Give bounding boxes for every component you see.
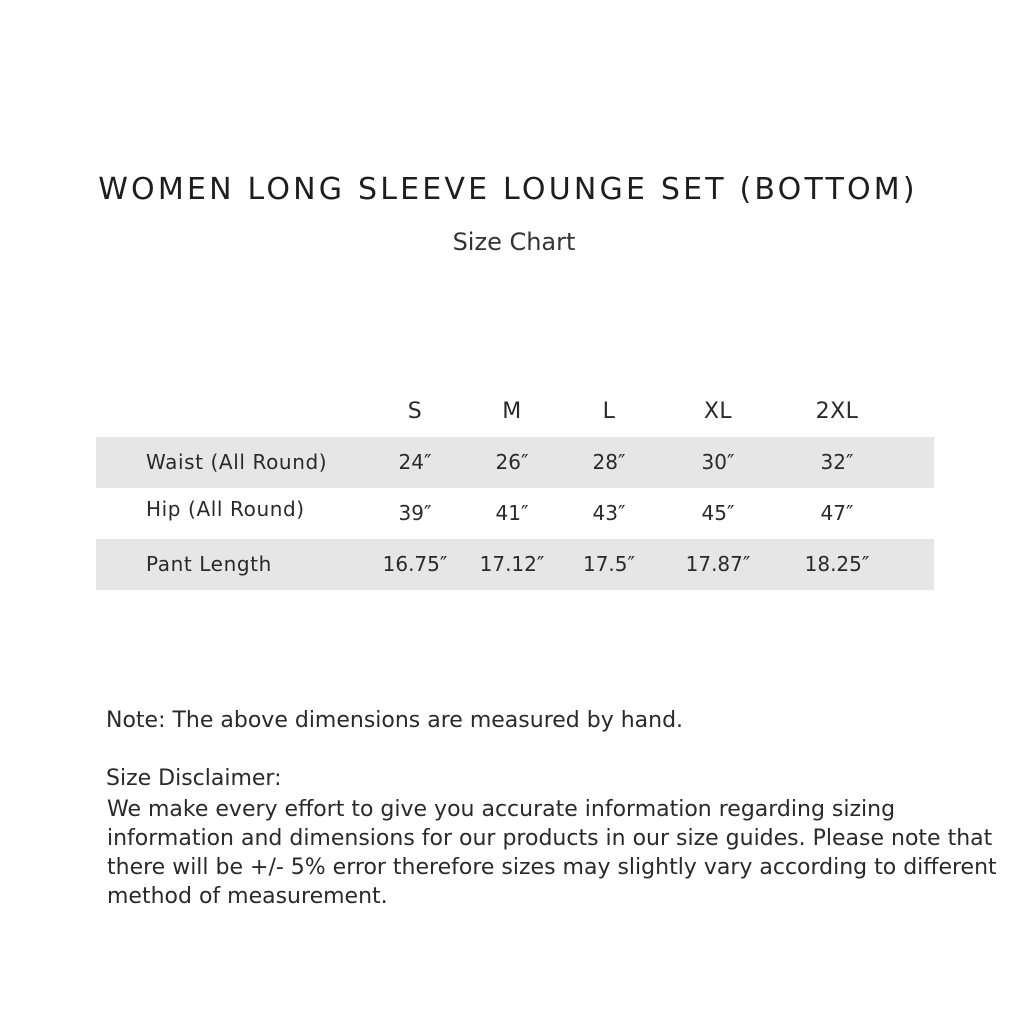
size-header-2xl: 2XL: [815, 399, 859, 424]
table-cell: 45″: [701, 501, 735, 525]
table-cell: 30″: [701, 450, 735, 474]
table-cell: 17.12″: [479, 552, 545, 576]
measurement-note: Note: The above dimensions are measured by hand.: [106, 708, 684, 733]
table-row-pant-length: [96, 539, 934, 590]
table-cell: 43″: [592, 501, 626, 525]
size-header-m: M: [502, 399, 522, 424]
size-header-xl: XL: [703, 399, 733, 424]
disclaimer-line: information and dimensions for our products in our size guides. Please note that: [107, 826, 993, 851]
disclaimer-text: [107, 795, 1007, 911]
size-header-l: L: [602, 399, 616, 424]
table-cell: 41″: [495, 501, 529, 525]
disclaimer-line: there will be +/- 5% error therefore sizes may slightly vary according to different: [107, 855, 997, 880]
table-cell: 17.87″: [685, 552, 751, 576]
table-cell: 17.5″: [582, 552, 635, 576]
table-cell: 32″: [820, 450, 854, 474]
table-row-waist: [96, 437, 934, 488]
size-header-s: S: [407, 399, 423, 424]
disclaimer-line: method of measurement.: [107, 884, 388, 909]
table-cell: 26″: [495, 450, 529, 474]
size-chart-table: [96, 386, 934, 590]
row-label: Hip (All Round): [146, 497, 305, 521]
row-label: Pant Length: [146, 552, 272, 576]
table-row-hip: [96, 488, 934, 539]
table-cell: 39″: [398, 501, 432, 525]
table-cell: 47″: [820, 501, 854, 525]
table-cell: 24″: [398, 450, 432, 474]
page-subtitle: Size Chart: [452, 228, 576, 256]
table-cell: 28″: [592, 450, 626, 474]
table-cell: 18.25″: [804, 552, 870, 576]
disclaimer-title: Size Disclaimer:: [106, 766, 282, 791]
row-label: Waist (All Round): [146, 450, 328, 474]
table-cell: 16.75″: [382, 552, 448, 576]
table-header-row: [96, 386, 934, 437]
page-title: WOMEN LONG SLEEVE LOUNGE SET (BOTTOM): [98, 172, 918, 207]
disclaimer-line: We make every effort to give you accurate information regarding sizing: [107, 797, 896, 822]
